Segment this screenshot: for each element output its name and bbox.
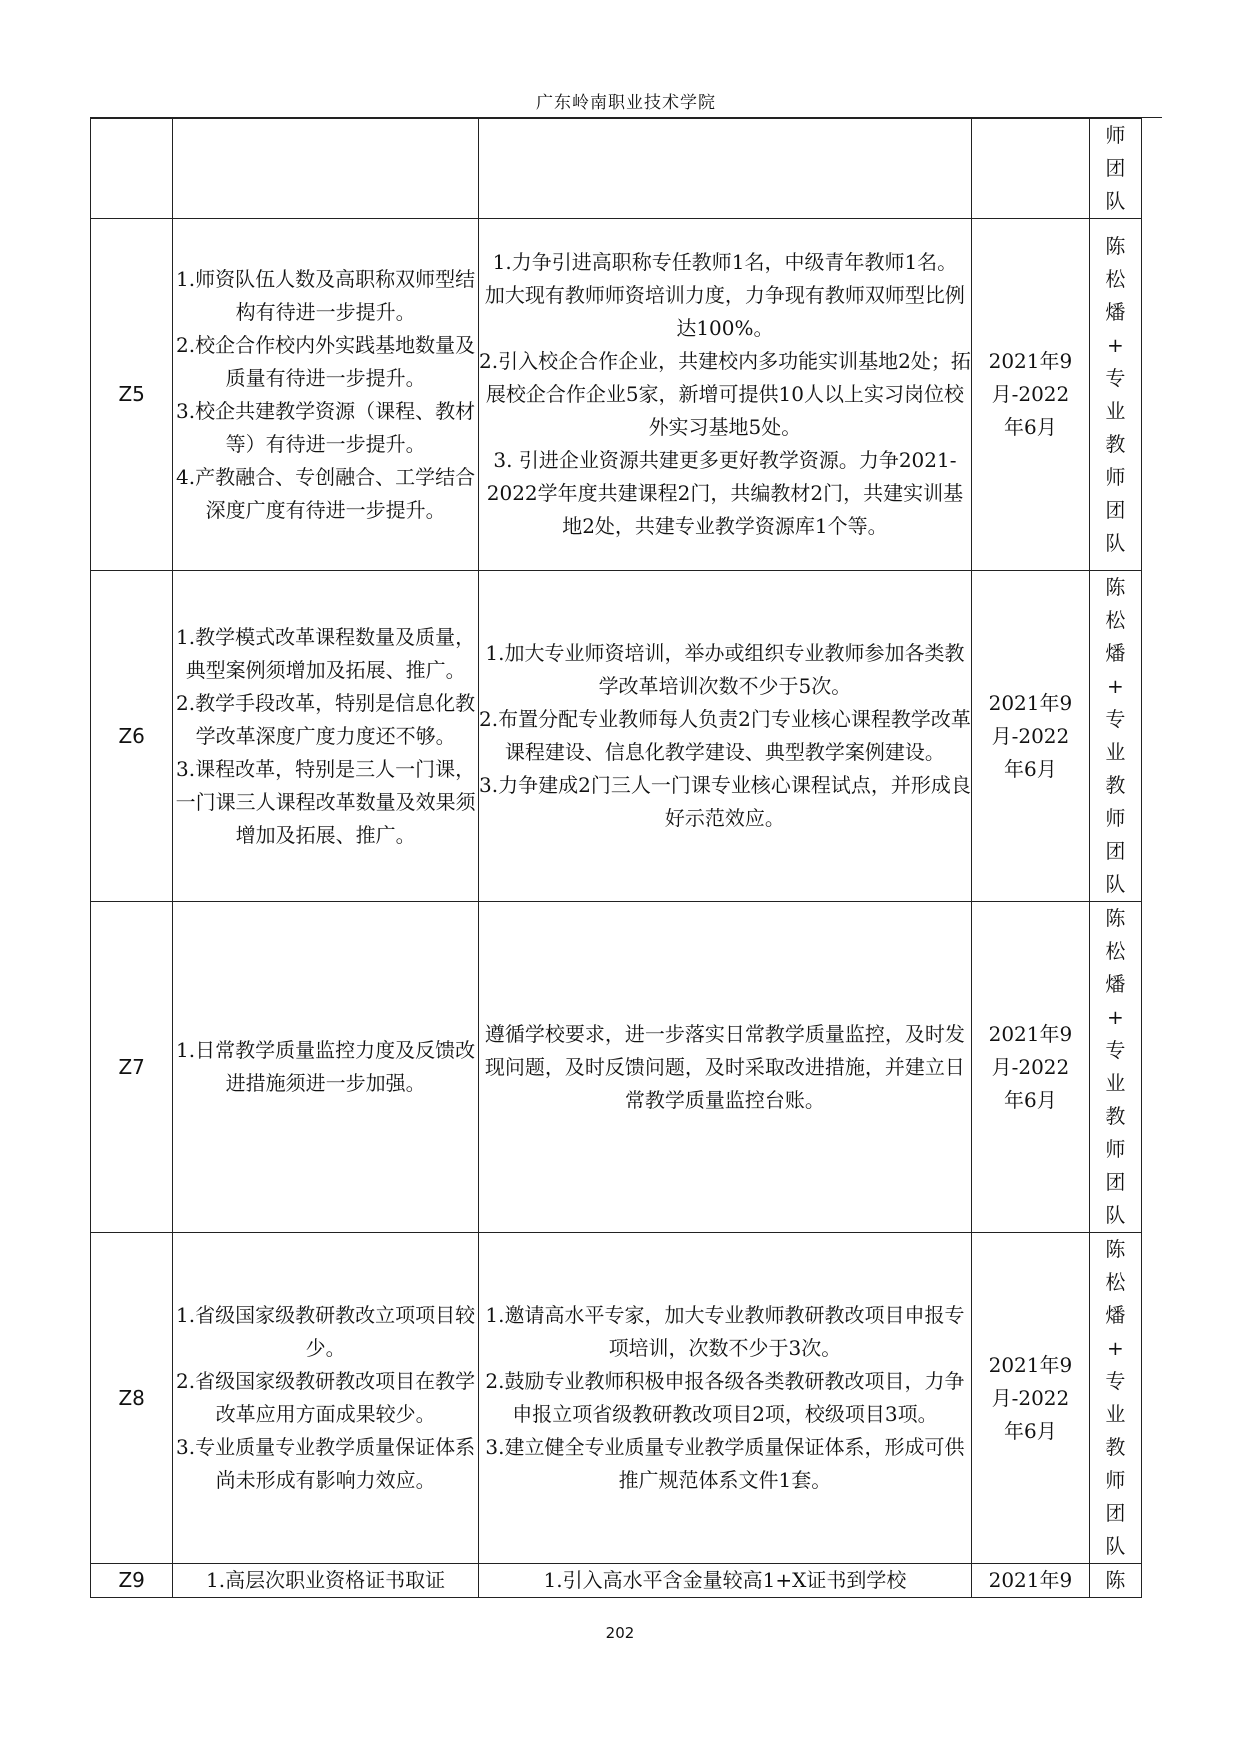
owner-cell	[1089, 119, 1141, 219]
owner-char: 业	[1105, 740, 1126, 764]
table-body	[91, 119, 1142, 1598]
measure-item: 1.引入高水平含金量较高1+X证书到学校	[543, 1568, 907, 1592]
item-code: Z8	[118, 1385, 145, 1410]
timeframe-line: 2021年9	[988, 1021, 1073, 1046]
item-code: Z7	[118, 1054, 145, 1079]
issue-cell	[173, 571, 478, 902]
owner-char: 队	[1105, 1203, 1126, 1227]
issue-item: 2.教学手段改革，特别是信息化教学改革深度广度力度还不够。	[176, 690, 476, 748]
table-row	[91, 219, 1142, 571]
owner-char: +	[1107, 332, 1124, 357]
owner-char: 专	[1105, 707, 1126, 731]
table-row	[91, 1233, 1142, 1564]
owner-char: 燔	[1105, 1303, 1126, 1327]
issue-item: 3.校企共建教学资源（课程、教材等）有待进一步提升。	[176, 398, 476, 456]
owner-char: 专	[1105, 1038, 1126, 1062]
owner-char: 团	[1105, 839, 1126, 863]
issue-cell	[173, 219, 478, 571]
owner-char: 陈	[1105, 906, 1126, 930]
issue-item: 1.高层次职业资格证书取证	[206, 1568, 446, 1592]
owner-char: 教	[1105, 773, 1126, 797]
item-code-cell	[91, 219, 173, 571]
item-code: Z9	[118, 1568, 145, 1592]
measure-item: 1.邀请高水平专家，加大专业教师教研教改项目申报专项培训，次数不少于3次。	[485, 1303, 965, 1360]
document-header-title: 广东岭南职业技术学院	[536, 93, 716, 113]
owner-char: 专	[1105, 1369, 1126, 1393]
timeframe-line: 月-2022	[991, 723, 1070, 748]
measure-cell	[478, 1233, 971, 1564]
measure-cell	[478, 119, 971, 219]
issue-item: 2.校企合作校内外实践基地数量及质量有待进一步提升。	[176, 332, 476, 390]
item-code: Z6	[118, 723, 145, 748]
timeframe-cell	[972, 1564, 1090, 1598]
owner-char: 专	[1105, 365, 1126, 390]
measure-item: 3.力争建成2门三人一门课专业核心课程试点，并形成良好示范效应。	[479, 773, 971, 830]
issue-item: 1.省级国家级教研教改立项项目较少。	[176, 1303, 476, 1360]
owner-char: 团	[1105, 497, 1126, 522]
owner-char: 师	[1105, 464, 1126, 489]
table-row	[91, 571, 1142, 902]
owner-char: 松	[1105, 939, 1126, 963]
owner-char: 业	[1105, 1071, 1126, 1095]
timeframe-line: 2021年9	[988, 349, 1073, 373]
issue-item: 2.省级国家级教研教改项目在教学改革应用方面成果较少。	[176, 1369, 476, 1426]
measure-item: 遵循学校要求，进一步落实日常教学质量监控，及时发现问题，及时反馈问题，及时采取改进措施，并建立日常教学质量监控台账。	[484, 1021, 965, 1112]
owner-cell	[1089, 1564, 1141, 1598]
owner-char: 教	[1105, 1104, 1126, 1128]
issue-item: 3.专业质量专业教学质量保证体系尚未形成有影响力效应。	[176, 1435, 476, 1492]
item-code: Z5	[118, 382, 145, 406]
owner-char: 师	[1105, 1137, 1126, 1161]
issue-cell	[173, 1233, 478, 1564]
item-code-cell	[91, 571, 173, 902]
owner-char: 燔	[1105, 641, 1126, 665]
timeframe-cell	[972, 571, 1090, 902]
measure-cell	[478, 1564, 971, 1598]
owner-char: 燔	[1105, 972, 1126, 996]
measure-item: 加大现有教师师资培训力度，力争现有教师双师型比例达100%。	[484, 283, 965, 340]
item-code-cell	[91, 1564, 173, 1598]
issue-item: 1.教学模式改革课程数量及质量，典型案例须增加及拓展、推广。	[176, 624, 476, 682]
table-row	[91, 902, 1142, 1233]
improvement-plan-table	[90, 118, 1142, 1598]
owner-char: 团	[1105, 1170, 1126, 1194]
issue-cell	[173, 1564, 478, 1598]
owner-char: 松	[1105, 608, 1126, 632]
owner-char: 松	[1105, 1270, 1126, 1294]
measure-item: 2.布置分配专业教师每人负责2门专业核心课程教学改革课程建设、信息化教学建设、典型教学案例建设。	[479, 707, 971, 764]
timeframe-line: 月-2022	[991, 1385, 1070, 1410]
issue-item: 1.师资队伍人数及高职称双师型结构有待进一步提升。	[176, 266, 476, 324]
owner-char: 业	[1105, 398, 1126, 423]
timeframe-line: 2021年9	[988, 1568, 1073, 1592]
timeframe-line: 年6月	[1004, 756, 1057, 781]
owner-char: +	[1107, 1005, 1124, 1029]
measure-cell	[478, 902, 971, 1233]
timeframe-line: 月-2022	[991, 382, 1070, 406]
owner-cell	[1089, 219, 1141, 571]
issue-item: 4.产教融合、专创融合、工学结合深度广度有待进一步提升。	[176, 464, 476, 522]
owner-char: +	[1107, 674, 1124, 698]
issue-item: 3.课程改革，特别是三人一门课，一门课三人课程改革数量及效果须增加及拓展、推广。	[175, 756, 476, 847]
owner-char: 陈	[1105, 233, 1126, 258]
owner-cell	[1089, 571, 1141, 902]
table-row	[91, 1564, 1142, 1598]
timeframe-line: 年6月	[1004, 1418, 1057, 1443]
owner-cell	[1089, 1233, 1141, 1564]
owner-char: 队	[1105, 530, 1126, 555]
owner-char: 师	[1105, 806, 1126, 830]
measure-item: 2.引入校企合作企业，共建校内多功能实训基地2处；拓展校企合作企业5家，新增可提供10人以上实习岗位校外实习基地5处。	[479, 349, 971, 439]
owner-char: 队	[1105, 189, 1126, 213]
owner-char: 松	[1105, 266, 1126, 291]
owner-char: 教	[1105, 1435, 1126, 1459]
timeframe-line: 月-2022	[991, 1054, 1070, 1079]
table-row	[91, 119, 1142, 219]
measure-item: 1.加大专业师资培训，举办或组织专业教师参加各类教学改革培训次数不少于5次。	[485, 641, 965, 698]
owner-char: 陈	[1105, 1568, 1126, 1592]
timeframe-line: 2021年9	[988, 1352, 1073, 1377]
measure-cell	[478, 219, 971, 571]
owner-char: 团	[1105, 156, 1126, 180]
measure-cell	[478, 571, 971, 902]
timeframe-cell	[972, 1233, 1090, 1564]
issue-cell	[173, 902, 478, 1233]
owner-char: 教	[1105, 431, 1126, 456]
owner-char: 师	[1105, 1468, 1126, 1492]
issue-cell	[173, 119, 478, 219]
owner-char: 燔	[1105, 299, 1126, 324]
issue-item: 1.日常教学质量监控力度及反馈改进措施须进一步加强。	[176, 1038, 476, 1095]
item-code-cell	[91, 1233, 173, 1564]
measure-item: 3. 引进企业资源共建更多更好教学资源。力争2021-2022学年度共建课程2门，共编教材2门，共建实训基地2处，共建专业教学资源库1个等。	[486, 448, 964, 538]
owner-char: 团	[1105, 1501, 1126, 1525]
owner-char: 师	[1105, 123, 1126, 147]
item-code-cell	[91, 119, 173, 219]
page-number: 202	[605, 1624, 635, 1642]
owner-char: 陈	[1105, 575, 1126, 599]
timeframe-cell	[972, 119, 1090, 219]
timeframe-cell	[972, 219, 1090, 571]
measure-item: 1.力争引进高职称专任教师1名，中级青年教师1名。	[492, 250, 958, 274]
item-code-cell	[91, 902, 173, 1233]
measure-item: 3.建立健全专业质量专业教学质量保证体系，形成可供推广规范体系文件1套。	[485, 1435, 965, 1492]
owner-char: 陈	[1105, 1237, 1126, 1261]
timeframe-line: 2021年9	[988, 690, 1073, 715]
owner-char: 业	[1105, 1402, 1126, 1426]
measure-item: 2.鼓励专业教师积极申报各级各类教研教改项目，力争申报立项省级教研教改项目2项，校级项目3项。	[485, 1369, 965, 1426]
timeframe-line: 年6月	[1004, 1087, 1057, 1112]
owner-char: 队	[1105, 872, 1126, 896]
owner-cell	[1089, 902, 1141, 1233]
timeframe-line: 年6月	[1004, 415, 1057, 439]
owner-char: 队	[1105, 1534, 1126, 1558]
timeframe-cell	[972, 902, 1090, 1233]
owner-char: +	[1107, 1336, 1124, 1360]
